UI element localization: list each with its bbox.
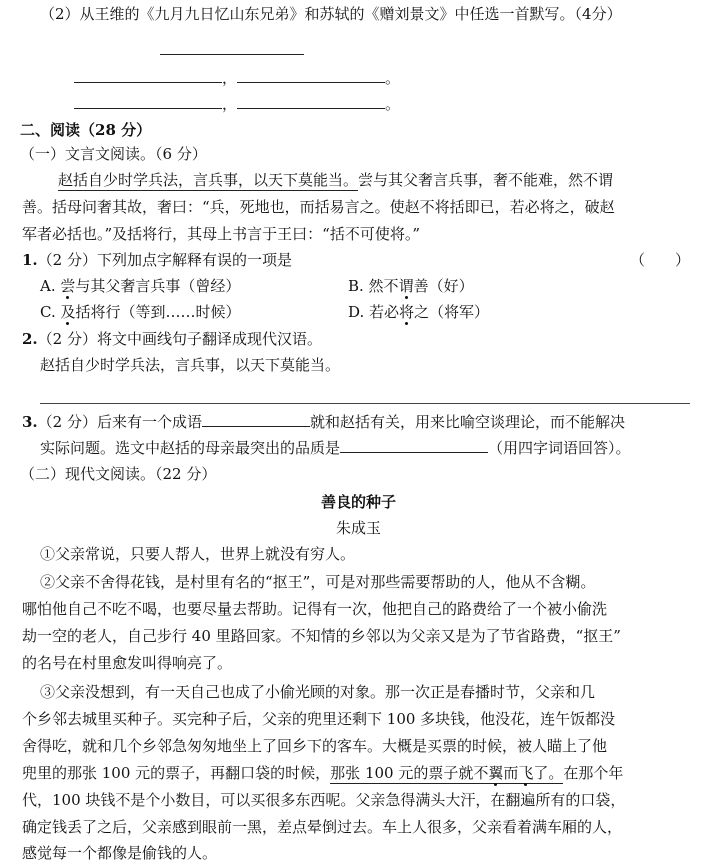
paragraph-3-line-5: 代，100 块钱不是个小数目，可以买很多东西呢。父亲急得满头大汗，在翻遍所有的口袋， — [22, 791, 626, 809]
classical-heading: （一）文言文阅读。（6 分） — [20, 145, 207, 163]
modern-heading: （二）现代文阅读。（22 分） — [20, 465, 217, 483]
underlined-phrase: 那张 100 元的票子就不翼而飞了。 — [330, 764, 564, 782]
question-1-answer-paren[interactable]: （ ） — [630, 251, 691, 269]
classical-passage-line-2: 善。括母问奢其故，奢曰：“兵，死地也，而括易言之。使赵不将括即已，若必将之，破赵 — [22, 198, 615, 216]
idiom-blank[interactable] — [202, 412, 310, 427]
article-title: 善良的种子 — [320, 493, 396, 511]
question-2-quote: 赵括自少时学兵法，言兵事，以天下莫能当。 — [40, 356, 341, 374]
poem-blank-row-2[interactable]: ， 。 — [74, 92, 400, 116]
question-2: 2.（2 分）将文中画线句子翻译成现代汉语。 — [22, 330, 322, 348]
classical-passage-line-3: 军者必括也。”及括将行，其母上书言于王曰：“括不可使将。” — [22, 225, 421, 243]
paragraph-3-line-4: 兜里的那张 100 元的票子，再翻口袋的时候，那张 100 元的票子就不翼而飞了。在那个年 — [22, 764, 624, 782]
paragraph-1: ①父亲常说，只要人帮人，世界上就没有穷人。 — [40, 545, 356, 563]
question-2-answer-line[interactable] — [40, 403, 690, 404]
paragraph-3-line-6: 确定钱丢了之后，父亲感到眼前一黑，差点晕倒过去。车上人很多，父亲看着满车厢的人， — [22, 818, 623, 836]
poem-task-text: （2）从王维的《九月九日忆山东兄弟》和苏轼的《赠刘景文》中任选一首默写。（4分） — [40, 5, 622, 23]
option-c[interactable]: C. 及括将行（等到……时候） — [40, 303, 241, 321]
question-1: 1.（2 分）下列加点字解释有误的一项是 — [22, 251, 292, 269]
paragraph-2-line-4: 的名号在村里愈发叫得响亮了。 — [22, 654, 233, 672]
section-2-title: 二、阅读（28 分） — [20, 121, 152, 139]
option-d[interactable]: D. 若必将之（将军） — [348, 303, 490, 321]
question-3-line-2: 实际问题。选文中赵括的母亲最突出的品质是 （用四字词语回答）。 — [40, 439, 631, 457]
paragraph-3-line-1: ③父亲没想到，有一天自己也成了小偷光顾的对象。那一次正是春播时节，父亲和几 — [40, 683, 596, 701]
paragraph-2-line-2: 哪怕他自己不吃不喝，也要尽量去帮助。记得有一次，他把自己的路费给了一个被小偷洗 — [22, 600, 608, 618]
option-b[interactable]: B. 然不谓善（好） — [348, 277, 474, 295]
option-a[interactable]: A. 尝与其父奢言兵事（曾经） — [40, 277, 241, 295]
paragraph-3-line-2: 个乡邻去城里买种子。买完种子后，父亲的兜里还剩下 100 多块钱，他没花，连午饭都没 — [22, 710, 616, 728]
quality-blank[interactable] — [340, 438, 488, 453]
article-author: 朱成玉 — [335, 519, 381, 537]
paragraph-3-line-7: 感觉每一个都像是偷钱的人。 — [22, 844, 218, 862]
question-3-line-1: 3.（2 分）后来有一个成语 就和赵括有关，用来比喻空谈理论，而不能解决 — [22, 413, 626, 431]
paragraph-3-line-3: 舍得吃，就和几个乡邻急匆匆地坐上了回乡下的客车。大概是买票的时候，被人瞄上了他 — [22, 737, 608, 755]
classical-passage-line-1: 赵括自少时学兵法，言兵事，以天下莫能当。尝与其父奢言兵事，奢不能难，然不谓 — [58, 171, 614, 189]
poem-blank-row-1[interactable]: ， 。 — [74, 66, 400, 90]
poem-blank-title[interactable] — [160, 38, 304, 62]
underlined-sentence: 赵括自少时学兵法，言兵事，以天下莫能当。 — [58, 171, 359, 189]
paragraph-2-line-3: 劫一空的老人，自己步行 40 里路回家。不知情的乡邻以为父亲又是为了节省路费，“抠王” — [22, 627, 621, 645]
paragraph-2-line-1: ②父亲不舍得花钱，是村里有名的“抠王”，可是对那些需要帮助的人，他从不含糊。 — [40, 573, 596, 591]
